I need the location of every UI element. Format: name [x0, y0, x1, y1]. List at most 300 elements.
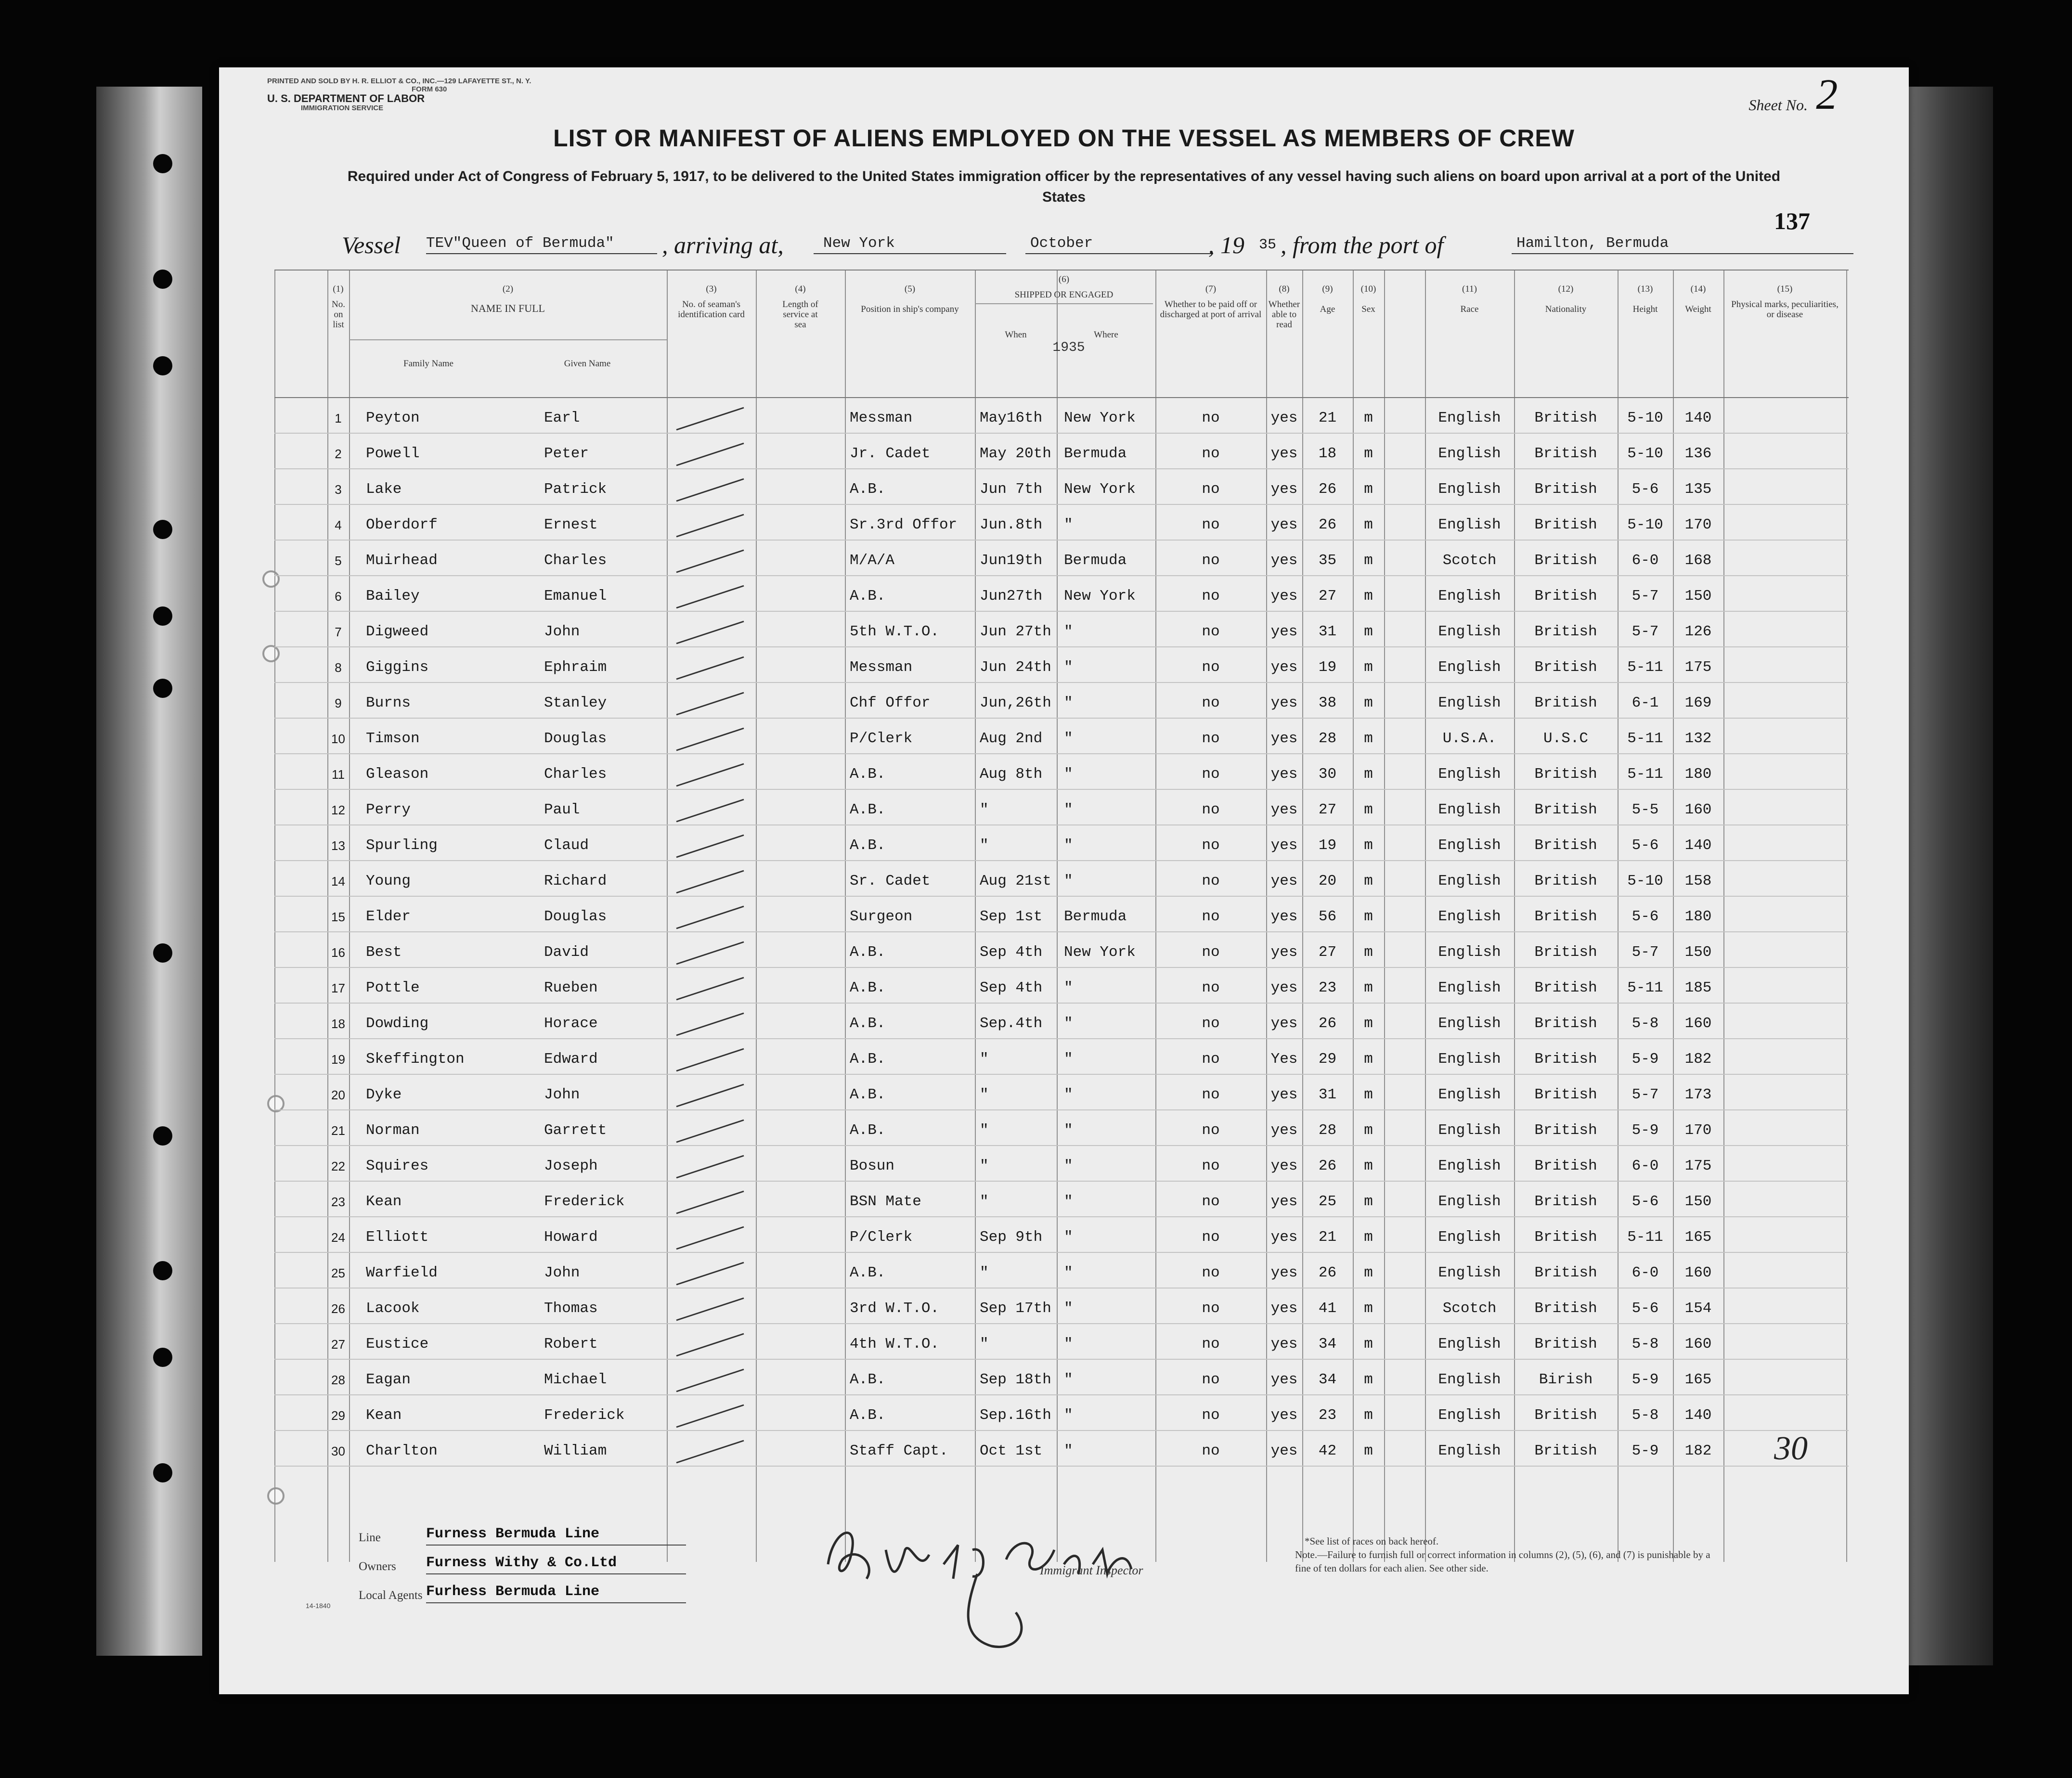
cell-able-to-read: yes: [1270, 1336, 1298, 1353]
cell-given-name: Stanley: [544, 695, 607, 711]
cell-age: 56: [1318, 908, 1337, 925]
crew-row: [274, 1074, 1849, 1109]
cell-height: 5-8: [1632, 1015, 1659, 1032]
cell-weight: 169: [1684, 695, 1712, 711]
cell-shipped-when: ": [980, 1122, 989, 1139]
cell-sex: m: [1364, 801, 1373, 818]
col-position-header: Position in ship's company: [861, 304, 959, 314]
cell-given-name: Joseph: [544, 1158, 598, 1174]
cell-sex: m: [1364, 766, 1373, 783]
cell-race: English: [1438, 445, 1501, 462]
cell-race: English: [1438, 1015, 1501, 1032]
crew-row: [274, 896, 1849, 931]
cell-position: A.B.: [850, 588, 886, 605]
cell-row-number: 4: [335, 518, 342, 532]
cell-able-to-read: yes: [1270, 410, 1298, 426]
cell-given-name: David: [544, 944, 589, 961]
cell-row-number: 15: [331, 910, 345, 924]
cell-nationality: British: [1534, 1264, 1597, 1281]
cell-age: 34: [1318, 1371, 1337, 1388]
cell-race: English: [1438, 873, 1501, 889]
cell-row-number: 22: [331, 1159, 345, 1173]
cell-age: 27: [1318, 801, 1337, 818]
year-note: 1935: [1052, 340, 1085, 355]
cell-age: 26: [1318, 1158, 1337, 1174]
cell-position: 4th W.T.O.: [850, 1336, 940, 1353]
cell-weight: 170: [1684, 1122, 1712, 1139]
cell-shipped-where: New York: [1064, 481, 1136, 498]
cell-family-name: Young: [366, 873, 411, 889]
cell-age: 23: [1318, 1407, 1337, 1424]
form-number: FORM 630: [412, 85, 447, 93]
cell-shipped-where: New York: [1064, 944, 1136, 961]
cell-race: English: [1438, 944, 1501, 961]
cell-shipped-where: ": [1064, 1015, 1073, 1032]
cell-given-name: Frederick: [544, 1193, 625, 1210]
cell-paid-off: no: [1202, 1122, 1220, 1139]
col-race-number: (11): [1462, 284, 1477, 294]
page-title: LIST OR MANIFEST OF ALIENS EMPLOYED ON THE VESSEL AS MEMBERS OF CREW: [553, 125, 1575, 152]
cell-age: 28: [1318, 1122, 1337, 1139]
cell-able-to-read: yes: [1270, 1264, 1298, 1281]
cell-able-to-read: Yes: [1270, 1051, 1298, 1068]
col-height-number: (13): [1637, 284, 1653, 294]
cell-family-name: Pottle: [366, 979, 420, 996]
cell-shipped-where: ": [1064, 1264, 1073, 1281]
cell-position: Jr. Cadet: [850, 445, 931, 462]
cell-position: A.B.: [850, 766, 886, 783]
cell-family-name: Giggins: [366, 659, 429, 676]
cell-able-to-read: yes: [1270, 801, 1298, 818]
cell-shipped-when: Aug 2nd: [980, 730, 1043, 747]
cell-nationality: British: [1534, 801, 1597, 818]
cell-row-number: 1: [335, 411, 342, 425]
cell-sex: m: [1364, 410, 1373, 426]
line-label: Line: [359, 1531, 381, 1544]
crew-row: [274, 1430, 1849, 1466]
cell-shipped-where: ": [1064, 1443, 1073, 1459]
cell-paid-off: no: [1202, 1336, 1220, 1353]
cell-family-name: Dyke: [366, 1086, 402, 1103]
cell-able-to-read: yes: [1270, 979, 1298, 996]
cell-nationality: British: [1534, 1300, 1597, 1317]
cell-weight: 165: [1684, 1371, 1712, 1388]
cell-family-name: Lacook: [366, 1300, 420, 1317]
owners-value: Furness Withy & Co.Ltd: [426, 1552, 686, 1574]
crew-row: [274, 1181, 1849, 1216]
cell-able-to-read: yes: [1270, 1193, 1298, 1210]
cell-paid-off: no: [1202, 659, 1220, 676]
vessel-name: TEV"Queen of Bermuda": [426, 235, 657, 254]
cell-sex: m: [1364, 552, 1373, 569]
line-field: [301, 1523, 600, 1552]
crew-row: [274, 1216, 1849, 1252]
cell-race: English: [1438, 1371, 1501, 1388]
cell-shipped-when: Jun 24th: [980, 659, 1051, 676]
cell-height: 5-6: [1632, 1300, 1659, 1317]
binder-hole: [153, 679, 172, 698]
cell-position: Messman: [850, 410, 913, 426]
crew-row: [274, 682, 1849, 718]
cell-given-name: Ernest: [544, 516, 598, 533]
cell-weight: 160: [1684, 801, 1712, 818]
cell-age: 38: [1318, 695, 1337, 711]
year-suffix: 35: [1259, 237, 1277, 253]
cell-nationality: British: [1534, 1407, 1597, 1424]
printer-imprint: [267, 77, 531, 112]
cell-weight: 175: [1684, 659, 1712, 676]
cell-shipped-where: ": [1064, 837, 1073, 854]
cell-shipped-when: Jun 27th: [980, 623, 1051, 640]
cell-shipped-where: ": [1064, 1371, 1073, 1388]
cell-given-name: Paul: [544, 801, 580, 818]
cell-age: 31: [1318, 623, 1337, 640]
cell-height: 5-8: [1632, 1407, 1659, 1424]
cell-paid-off: no: [1202, 1264, 1220, 1281]
binder-hole: [153, 1126, 172, 1146]
cell-paid-off: no: [1202, 730, 1220, 747]
cell-family-name: Digweed: [366, 623, 429, 640]
year-prefix: , 19: [1208, 232, 1244, 258]
cell-weight: 154: [1684, 1300, 1712, 1317]
races-note: *See list of races on back hereof.: [1305, 1535, 1439, 1547]
cell-height: 5-10: [1627, 873, 1663, 889]
cell-shipped-when: ": [980, 1336, 989, 1353]
cell-paid-off: no: [1202, 1051, 1220, 1068]
cell-row-number: 19: [331, 1052, 345, 1067]
cell-weight: 182: [1684, 1443, 1712, 1459]
cell-nationality: British: [1534, 410, 1597, 426]
cell-age: 18: [1318, 445, 1337, 462]
col-read-number: (8): [1279, 284, 1290, 294]
cell-position: A.B.: [850, 801, 886, 818]
cell-position: A.B.: [850, 1371, 886, 1388]
cell-age: 19: [1318, 659, 1337, 676]
department-name: U. S. DEPARTMENT OF LABOR: [267, 92, 425, 104]
cell-position: A.B.: [850, 1051, 886, 1068]
cell-nationality: British: [1534, 873, 1597, 889]
cell-able-to-read: yes: [1270, 908, 1298, 925]
cell-shipped-when: ": [980, 1264, 989, 1281]
cell-sex: m: [1364, 1336, 1373, 1353]
cell-shipped-when: May 20th: [980, 445, 1051, 462]
cell-height: 5-5: [1632, 801, 1659, 818]
cell-able-to-read: yes: [1270, 445, 1298, 462]
cell-given-name: Howard: [544, 1229, 598, 1246]
cell-sex: m: [1364, 1264, 1373, 1281]
cell-shipped-when: ": [980, 1193, 989, 1210]
cell-paid-off: no: [1202, 1015, 1220, 1032]
cell-sex: m: [1364, 1371, 1373, 1388]
cell-family-name: Kean: [366, 1407, 402, 1424]
cell-age: 30: [1318, 766, 1337, 783]
col-when-header: When: [1005, 330, 1027, 340]
cell-shipped-when: ": [980, 837, 989, 854]
cell-height: 5-7: [1632, 623, 1659, 640]
printer-line: PRINTED AND SOLD BY H. R. ELLIOT & CO., INC.—129 LAFAYETTE ST., N. Y.: [267, 77, 531, 85]
cell-shipped-where: ": [1064, 1193, 1073, 1210]
crew-table: [274, 270, 1849, 1562]
form-code: 14-1840: [306, 1602, 331, 1610]
cell-height: 5-11: [1627, 979, 1663, 996]
cell-weight: 168: [1684, 552, 1712, 569]
cell-shipped-where: ": [1064, 873, 1073, 889]
line-value: Furness Bermuda Line: [426, 1523, 686, 1546]
cell-able-to-read: yes: [1270, 623, 1298, 640]
cell-weight: 140: [1684, 410, 1712, 426]
cell-nationality: British: [1534, 1158, 1597, 1174]
cell-race: English: [1438, 695, 1501, 711]
cell-race: English: [1438, 410, 1501, 426]
cell-given-name: John: [544, 1086, 580, 1103]
cell-nationality: British: [1534, 552, 1597, 569]
cell-shipped-when: Aug 21st: [980, 873, 1051, 889]
col-marks-number: (15): [1777, 284, 1793, 294]
cell-given-name: Garrett: [544, 1122, 607, 1139]
binder-hole: [153, 1261, 172, 1280]
crew-row: [274, 433, 1849, 468]
cell-able-to-read: yes: [1270, 1443, 1298, 1459]
cell-sex: m: [1364, 1443, 1373, 1459]
cell-position: A.B.: [850, 1264, 886, 1281]
cell-weight: 182: [1684, 1051, 1712, 1068]
cell-height: 5-6: [1632, 481, 1659, 498]
cell-given-name: Ephraim: [544, 659, 607, 676]
cell-height: 6-0: [1632, 552, 1659, 569]
vessel-line: [342, 231, 1669, 259]
cell-family-name: Lake: [366, 481, 402, 498]
cell-shipped-where: New York: [1064, 410, 1136, 426]
binder-hole: [153, 520, 172, 539]
cell-paid-off: no: [1202, 588, 1220, 605]
crew-row: [274, 1394, 1849, 1430]
cell-family-name: Dowding: [366, 1015, 429, 1032]
crew-row: [274, 967, 1849, 1003]
cell-row-number: 17: [331, 981, 345, 995]
col-read-header: Whether able to read: [1268, 299, 1300, 330]
cell-shipped-where: ": [1064, 730, 1073, 747]
cell-shipped-when: Sep 17th: [980, 1300, 1051, 1317]
cell-shipped-when: Sep.4th: [980, 1015, 1043, 1032]
cell-weight: 160: [1684, 1336, 1712, 1353]
cell-sex: m: [1364, 873, 1373, 889]
cell-given-name: Robert: [544, 1336, 598, 1353]
cell-row-number: 12: [331, 803, 345, 817]
cell-age: 21: [1318, 410, 1337, 426]
col-idcard-number: (3): [706, 284, 717, 294]
cell-race: English: [1438, 1122, 1501, 1139]
cell-height: 5-11: [1627, 730, 1663, 747]
arrival-port: New York: [814, 235, 1006, 254]
col-given-header: Given Name: [564, 359, 611, 369]
cell-row-number: 20: [331, 1088, 345, 1102]
col-race-header: Race: [1460, 304, 1479, 314]
cell-shipped-when: Sep 4th: [980, 979, 1043, 996]
cell-shipped-when: Jun27th: [980, 588, 1043, 605]
cell-weight: 165: [1684, 1229, 1712, 1246]
cell-shipped-when: ": [980, 1086, 989, 1103]
cell-family-name: Timson: [366, 730, 420, 747]
cell-given-name: Rueben: [544, 979, 598, 996]
cell-nationality: British: [1534, 766, 1597, 783]
cell-race: English: [1438, 979, 1501, 996]
stamp-number: 137: [1774, 207, 1810, 234]
cell-sex: m: [1364, 1229, 1373, 1246]
cell-shipped-where: ": [1064, 1407, 1073, 1424]
col-shipped-number: (6): [1058, 274, 1070, 284]
cell-sex: m: [1364, 445, 1373, 462]
cell-position: A.B.: [850, 1122, 886, 1139]
cell-row-number: 21: [331, 1123, 345, 1138]
cell-sex: m: [1364, 1300, 1373, 1317]
cell-given-name: John: [544, 1264, 580, 1281]
cell-paid-off: no: [1202, 908, 1220, 925]
cell-age: 28: [1318, 730, 1337, 747]
col-sex-header: Sex: [1361, 304, 1375, 314]
cell-age: 20: [1318, 873, 1337, 889]
cell-row-number: 13: [331, 838, 345, 853]
cell-able-to-read: yes: [1270, 516, 1298, 533]
cell-family-name: Spurling: [366, 837, 438, 854]
cell-family-name: Powell: [366, 445, 420, 462]
crew-row: [274, 1038, 1849, 1074]
cell-able-to-read: yes: [1270, 944, 1298, 961]
cell-family-name: Skeffington: [366, 1051, 465, 1068]
cell-paid-off: no: [1202, 1443, 1220, 1459]
cell-position: M/A/A: [850, 552, 895, 569]
cell-row-number: 2: [335, 447, 342, 461]
col-weight-number: (14): [1690, 284, 1706, 294]
cell-family-name: Elliott: [366, 1229, 429, 1246]
col-no-number: (1): [333, 284, 344, 294]
cell-shipped-where: ": [1064, 1086, 1073, 1103]
cell-race: English: [1438, 481, 1501, 498]
cell-position: P/Clerk: [850, 730, 913, 747]
cell-paid-off: no: [1202, 801, 1220, 818]
cell-sex: m: [1364, 1051, 1373, 1068]
cell-age: 26: [1318, 1015, 1337, 1032]
cell-sex: m: [1364, 516, 1373, 533]
crew-row: [274, 646, 1849, 682]
cell-paid-off: no: [1202, 695, 1220, 711]
cell-family-name: Eustice: [366, 1336, 429, 1353]
cell-position: A.B.: [850, 979, 886, 996]
cell-weight: 180: [1684, 908, 1712, 925]
cell-age: 25: [1318, 1193, 1337, 1210]
cell-race: English: [1438, 766, 1501, 783]
cell-family-name: Kean: [366, 1193, 402, 1210]
cell-sex: m: [1364, 623, 1373, 640]
cell-position: Staff Capt.: [850, 1443, 948, 1459]
cell-age: 35: [1318, 552, 1337, 569]
cell-paid-off: no: [1202, 1193, 1220, 1210]
cell-height: 5-10: [1627, 410, 1663, 426]
cell-able-to-read: yes: [1270, 766, 1298, 783]
cell-row-number: 27: [331, 1337, 345, 1352]
cell-shipped-when: ": [980, 801, 989, 818]
cell-race: English: [1438, 908, 1501, 925]
cell-able-to-read: yes: [1270, 1407, 1298, 1424]
cell-nationality: British: [1534, 979, 1597, 996]
cell-weight: 150: [1684, 1193, 1712, 1210]
cell-shipped-where: ": [1064, 766, 1073, 783]
crew-row: [274, 611, 1849, 646]
cell-nationality: British: [1534, 1336, 1597, 1353]
cell-paid-off: no: [1202, 873, 1220, 889]
cell-row-number: 24: [331, 1230, 345, 1245]
cell-race: U.S.A.: [1442, 730, 1497, 747]
cell-shipped-where: ": [1064, 1051, 1073, 1068]
cell-given-name: Patrick: [544, 481, 607, 498]
owners-field: [301, 1552, 617, 1581]
cell-paid-off: no: [1202, 1300, 1220, 1317]
binder-strip-right: [1906, 87, 1993, 1665]
cell-position: Sr.3rd Offor: [850, 516, 958, 533]
cell-race: English: [1438, 801, 1501, 818]
cell-able-to-read: yes: [1270, 1229, 1298, 1246]
cell-sex: m: [1364, 1086, 1373, 1103]
cell-nationality: British: [1534, 1193, 1597, 1210]
agents-label: Local Agents: [359, 1589, 423, 1602]
cell-paid-off: no: [1202, 552, 1220, 569]
departure-port: Hamilton, Bermuda: [1512, 235, 1853, 254]
cell-row-number: 30: [331, 1444, 345, 1458]
crew-row: [274, 1323, 1849, 1359]
cell-row-number: 5: [335, 554, 342, 568]
cell-row-number: 29: [331, 1408, 345, 1423]
cell-shipped-when: ": [980, 1158, 989, 1174]
cell-sex: m: [1364, 730, 1373, 747]
cell-age: 29: [1318, 1051, 1337, 1068]
cell-height: 5-11: [1627, 766, 1663, 783]
cell-race: English: [1438, 1229, 1501, 1246]
cell-row-number: 9: [335, 696, 342, 710]
cell-row-number: 10: [331, 732, 345, 746]
cell-shipped-where: Bermuda: [1064, 908, 1127, 925]
cell-weight: 170: [1684, 516, 1712, 533]
cell-shipped-where: Bermuda: [1064, 445, 1127, 462]
cell-given-name: Richard: [544, 873, 607, 889]
cell-race: English: [1438, 1051, 1501, 1068]
cell-nationality: British: [1534, 695, 1597, 711]
cell-given-name: Douglas: [544, 908, 607, 925]
cell-sex: m: [1364, 1193, 1373, 1210]
cell-able-to-read: yes: [1270, 481, 1298, 498]
cell-race: English: [1438, 623, 1501, 640]
cell-race: English: [1438, 659, 1501, 676]
cell-shipped-when: Jun,26th: [980, 695, 1051, 711]
cell-shipped-when: May16th: [980, 410, 1043, 426]
cell-weight: 173: [1684, 1086, 1712, 1103]
cell-given-name: Charles: [544, 766, 607, 783]
cell-given-name: Thomas: [544, 1300, 598, 1317]
cell-race: English: [1438, 588, 1501, 605]
cell-row-number: 8: [335, 660, 342, 675]
col-service-header: Length of service at sea: [782, 299, 818, 330]
cell-race: English: [1438, 1407, 1501, 1424]
col-no-header: No. on list: [332, 299, 345, 330]
cell-given-name: Peter: [544, 445, 589, 462]
cell-position: BSN Mate: [850, 1193, 921, 1210]
cell-family-name: Perry: [366, 801, 411, 818]
cell-height: 5-6: [1632, 908, 1659, 925]
cell-sex: m: [1364, 837, 1373, 854]
cell-paid-off: no: [1202, 1086, 1220, 1103]
cell-row-number: 3: [335, 482, 342, 497]
col-sex-number: (10): [1360, 284, 1376, 294]
cell-sex: m: [1364, 695, 1373, 711]
cell-sex: m: [1364, 1122, 1373, 1139]
